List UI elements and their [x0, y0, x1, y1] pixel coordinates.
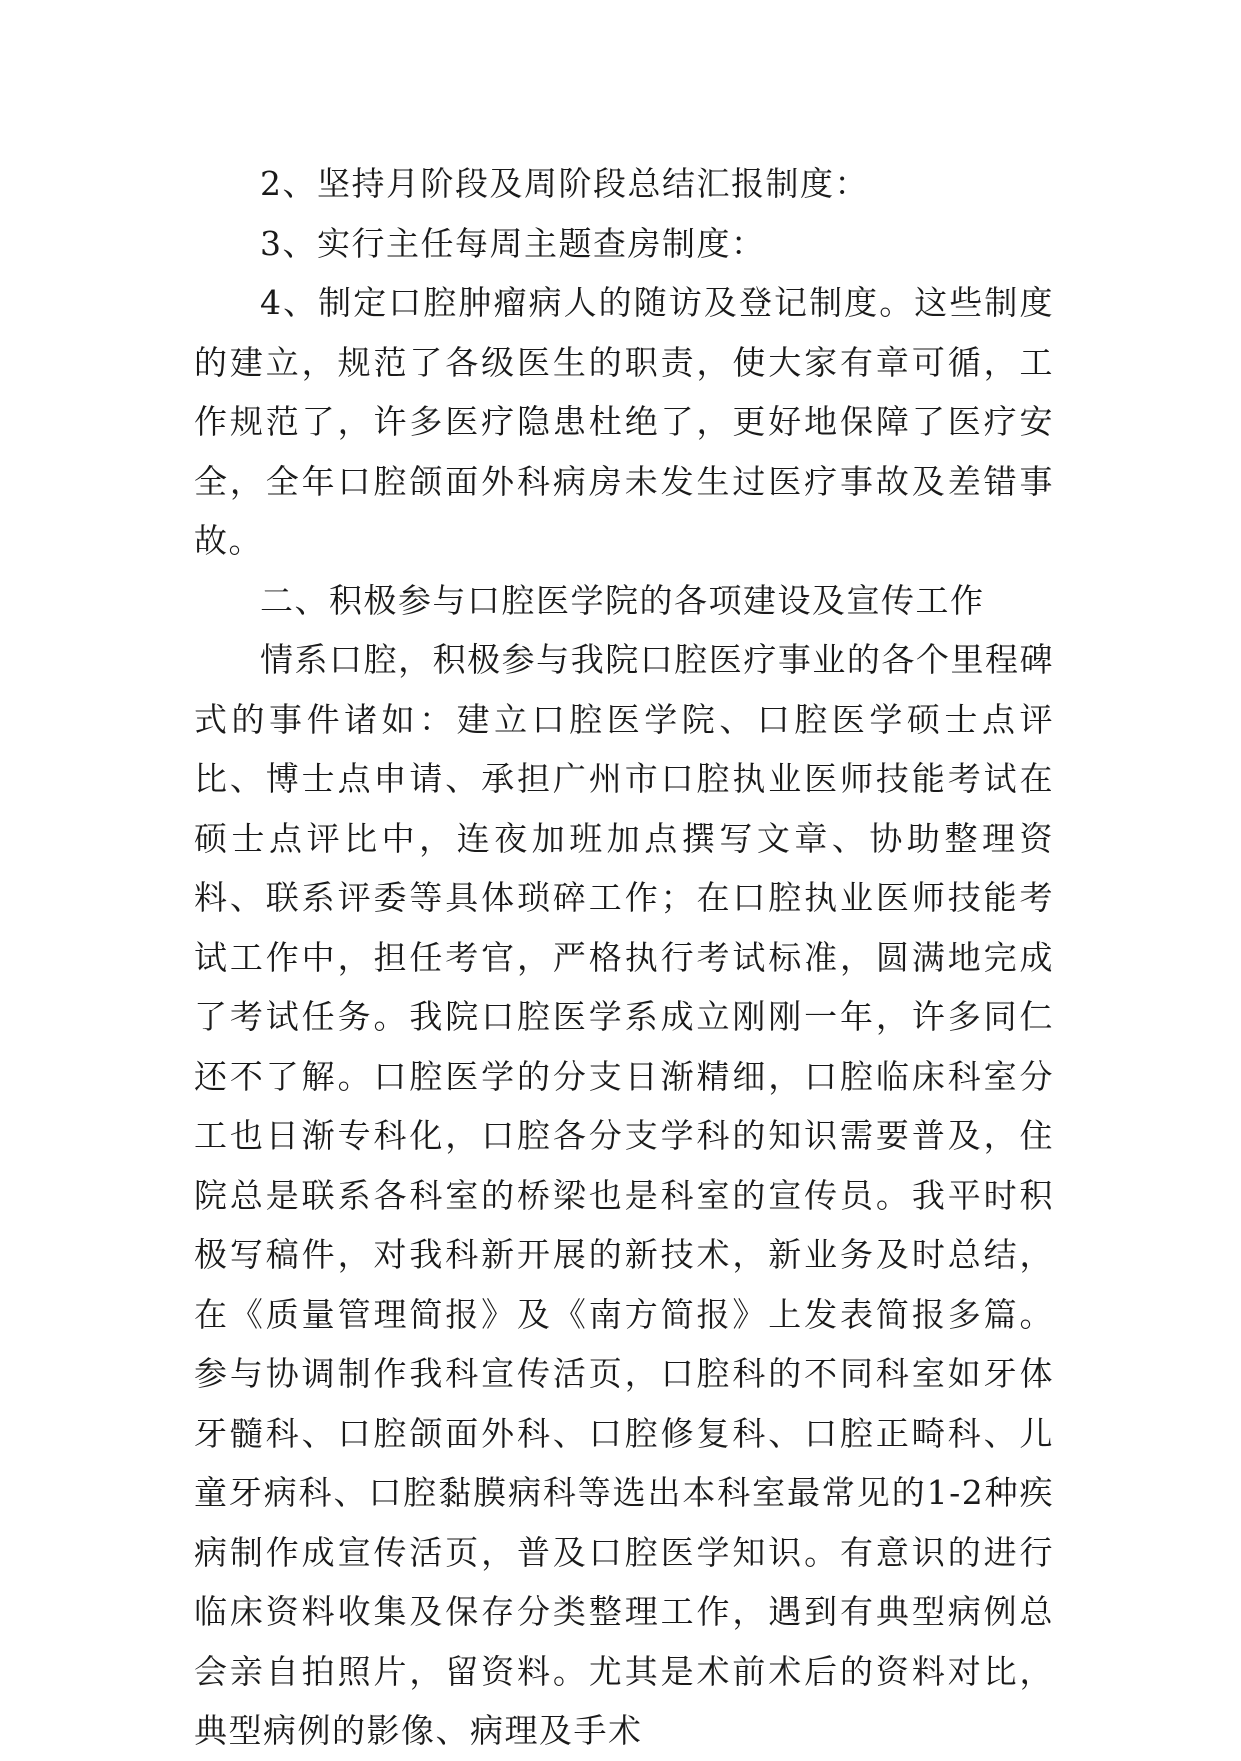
paragraph-item-4: 4、制定口腔肿瘤病人的随访及登记制度。这些制度的建立，规范了各级医生的职责，使大家有章可循，工作规范了，许多医疗隐患杜绝了，更好地保障了医疗安全，全年口腔颌面外科病房未发生过医疗事故及差错事故。 [194, 283, 1054, 560]
paragraph-item-2: 2、坚持月阶段及周阶段总结汇报制度： [260, 164, 869, 203]
paragraph-item-3: 3、实行主任每周主题查房制度： [260, 223, 766, 263]
document-body [194, 154, 1054, 1761]
body-paragraph: 情系口腔，积极参与我院口腔医疗事业的各个里程碑式的事件诸如：建立口腔医学院、口腔医学硕士点评比、博士点申请、承担广州市口腔执业医师技能考试在硕士点评比中，连夜加班加点撰写文章、协助整理资料、联系评委等具体琐碎工作；在口腔执业医师技能考试工作中，担任考官，严格执行考试标准，圆满地完成了考试任务。我院口腔医学系成立刚刚一年，许多同仁还不了解。口腔医学的分支日渐精细，口腔临床科室分工也日渐专科化，口腔各分支学科的知识需要普及，住院总是联系各科室的桥梁也是科室的宣传员。我平时积极写稿件，对我科新开展的新技术，新业务及时总结，在《质量管理简报》及《南方简报》上发表简报多篇。参与协调制作我科宣传活页，口腔科的不同科室如牙体牙髓科、口腔颌面外科、口腔修复科、口腔正畸科、儿童牙病科、口腔黏膜病科等选出本科室最常见的1-2种疾病制作成宣传活页，普及口腔医学知识。有意识的进行临床资料收集及保存分类整理工作，遇到有典型病例总会亲自拍照片，留资料。尤其是术前术后的资料对比，典型病例的影像、病理及手术 [194, 640, 1054, 1750]
section-heading-2: 二、积极参与口腔医学院的各项建设及宣传工作 [260, 580, 985, 620]
